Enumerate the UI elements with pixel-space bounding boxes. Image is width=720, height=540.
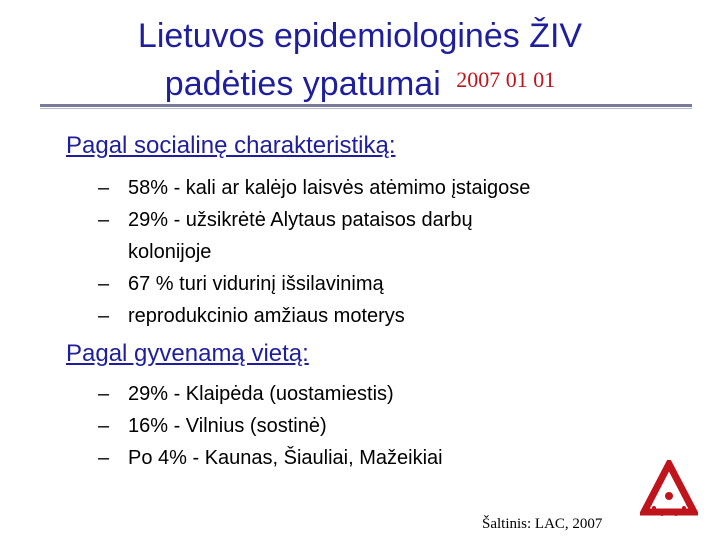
bullet-dash: – <box>98 305 110 327</box>
list-item <box>98 442 668 474</box>
list-item <box>98 204 668 268</box>
list-item-text: 29% - užsikrėtė Alytaus pataisos darbų <box>128 209 473 231</box>
list-item <box>98 378 668 410</box>
slide-title-line1: Lietuvos epidemiologinės ŽIV <box>137 17 583 55</box>
slide-title-line2 <box>0 64 720 108</box>
bullet-dash: – <box>98 383 110 405</box>
list-item-text: 58% - kali ar kalėjo laisvės atėmimo įstaigose <box>128 177 531 199</box>
bullet-dash: – <box>98 177 110 199</box>
section-heading-social: Pagal socialinę charakteristiką: <box>66 132 396 159</box>
list-item-text: 16% - Vilnius (sostinė) <box>128 415 327 437</box>
aids-centre-triangle-logo-icon <box>640 460 698 518</box>
bullet-dash: – <box>98 415 110 437</box>
list-item-continuation: kolonijoje <box>128 241 212 263</box>
list-item <box>98 300 668 332</box>
list-item <box>98 410 668 442</box>
bullet-dash: – <box>98 447 110 469</box>
section-heading-residence: Pagal gyvenamą vietą: <box>66 340 309 367</box>
title-divider-shadow <box>40 108 692 109</box>
list-item-text: 67 % turi vidurinį išsilavinimą <box>128 273 384 295</box>
residence-list <box>98 378 668 474</box>
title-divider <box>40 104 692 107</box>
list-item <box>98 172 668 204</box>
slide-date: 2007 01 01 <box>456 67 556 92</box>
source-note: Šaltinis: LAC, 2007 <box>482 516 603 532</box>
bullet-dash: – <box>98 273 110 295</box>
list-item <box>98 268 668 300</box>
list-item-text: reprodukcinio amžiaus moterys <box>128 305 405 327</box>
list-item-text: Po 4% - Kaunas, Šiauliai, Mažeikiai <box>128 447 443 469</box>
list-item-text: 29% - Klaipėda (uostamiestis) <box>128 383 394 405</box>
social-list <box>98 172 668 332</box>
slide-title-text: padėties ypatumai <box>164 65 441 103</box>
bullet-dash: – <box>98 209 110 231</box>
